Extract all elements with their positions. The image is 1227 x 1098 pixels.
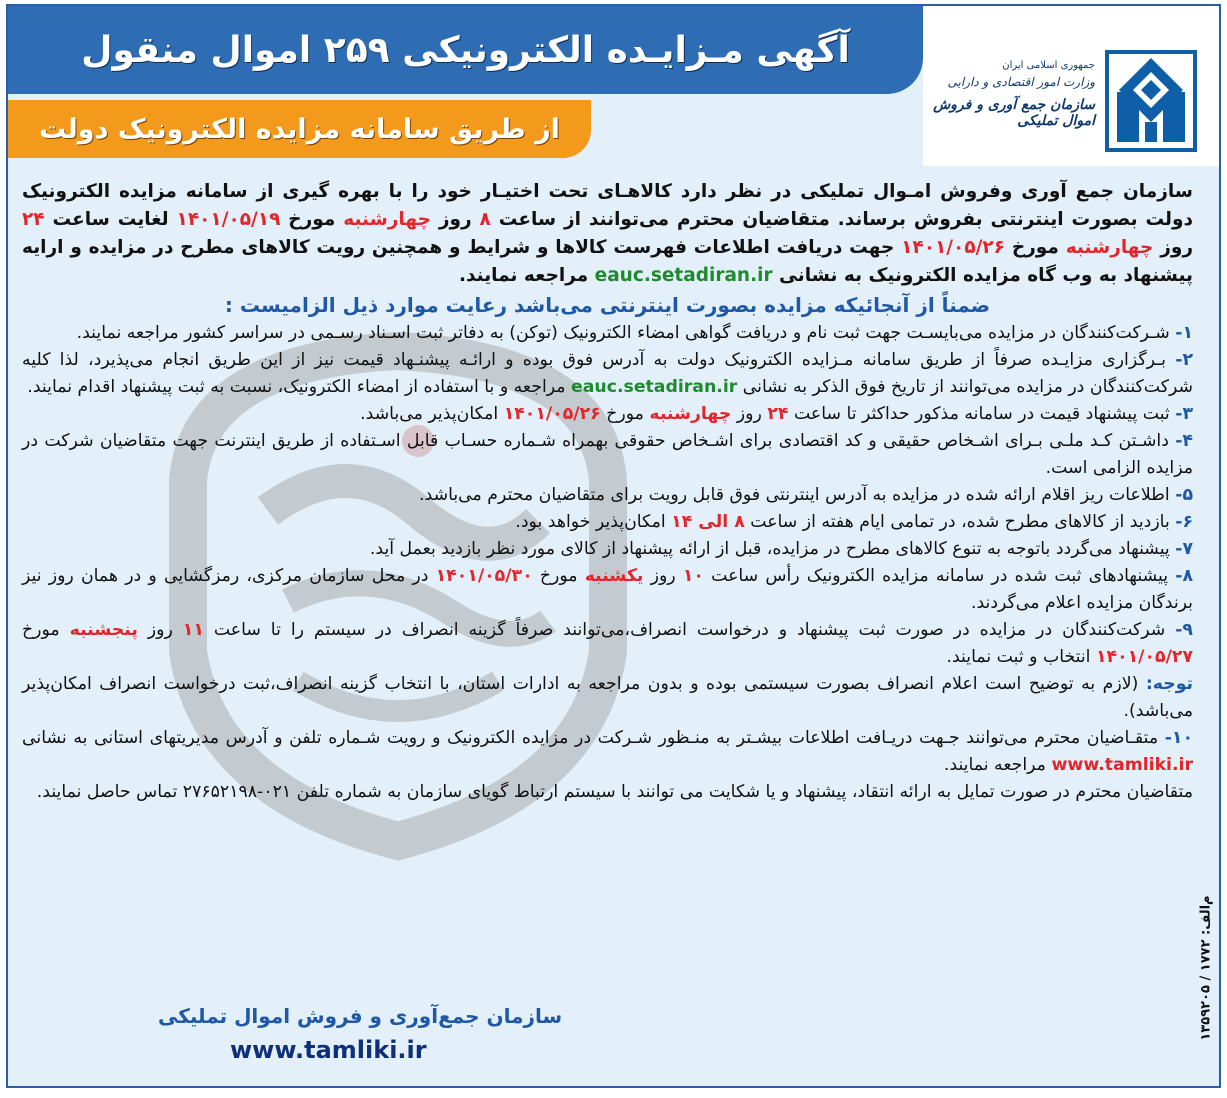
item-date: ۱۴۰۱/۰۵/۳۰ [435,566,533,586]
item-text: متقـاضیان محترم می‌توانند جـهت دریـافت اطلاعات بیشـتر به منـظور شـرکت در مزایده الکترونیک و رویت شـماره تلفن و آدرس مدیریتهای استانی به نشانی [22,728,1159,748]
intro-text-4: لغایت ساعت [52,209,169,230]
intro-text-8: مراجعه نمایند. [458,265,589,286]
intro-text-1: سازمان جمع آوری وفروش امـوال تملیکی در نظر دارد کالاهـای تحت اختیـار خود را با بهره گیری از سامانه مزایده الکترونیک دولت بصورت اینترنتی بفروش برساند. متقاضیان محترم می‌توانند از ساعت [22,181,1193,230]
logo-area [923,6,1219,166]
item-day: یکشنبه [584,566,644,586]
item-hour: ۲۴ [767,404,789,424]
item-date: ۱۴۰۱/۰۵/۲۷ [1095,647,1193,667]
intro-end-hour: ۲۴ [22,209,45,230]
item-text: مورخ [539,566,578,586]
item-text: شـرکت‌کنندگان در مزایده می‌بایسـت جهت ثبت نام و دریافت گواهی امضاء الکترونیک (توکن) به دفاتر ثبت اسـناد رسـمی در سراسر کشور مراجعه نمایند. [76,323,1170,343]
intro-text-3: مورخ [288,209,336,230]
ad-page [6,4,1221,1088]
list-item [22,536,1193,563]
list-item [22,563,1193,617]
item-number: ۶- [1175,512,1193,532]
ad-title: آگهی مـزایـده الکترونیکی ۲۵۹ اموال منقول [81,29,850,71]
ad-subtitle: از طریق سامانه مزایده الکترونیک دولت [39,113,560,145]
item-hour: ۱۰ [682,566,704,586]
item-number: ۸- [1175,566,1193,586]
item-number: ۹- [1175,620,1193,640]
footer-url-link[interactable]: www.tamliki.ir [230,1036,427,1064]
item-text: پیشنهاد می‌گردد باتوجه به تنوع کالاهای مطرح در مزایده، قبل از ارائه پیشنهاد از کالای مورد نظر بازدید بعمل آید. [369,539,1170,559]
item-tamliki-url-link[interactable]: www.tamliki.ir [1051,755,1193,775]
intro-end-date: ۱۴۰۱/۰۵/۲۶ [901,237,1005,258]
item-text: اطلاعات ریز اقلام ارائه شده در مزایده به آدرس اینترنتی فوق قابل رویت برای متقاضیان محترم می‌باشد. [419,485,1170,505]
logo-line-country: جمهوری اسلامی ایران [1002,60,1095,71]
intro-start-day: چهارشنبه [343,209,431,230]
list-item [22,347,1193,401]
intro-text-5: روز [1160,237,1193,258]
side-code-text: م‌الف: ۱۷۷۲ / ۱۳۵۹۲۰۵ [1198,895,1214,1041]
closing-paragraph: متقاضیان محترم در صورت تمایل به ارائه انتقاد، پیشنهاد و یا شکایت می توانند با سیستم ارتباط گویای سازمان به شماره تلفن ۰۲۱-۲۷۶۵۲۱۹۸ تماس حاصل نمایند. [36,782,1193,802]
footer-organization: سازمان جمع‌آوری و فروش اموال تملیکی [158,1004,563,1028]
item-text: شرکت‌کنندگان در مزایده در صورت ثبت پیشنهاد و درخواست انصراف،می‌توانند صرفاً گزینه انصراف در سیستم را تا ساعت [213,620,1166,640]
item-day: چهارشنبه [649,404,732,424]
list-item [22,482,1193,509]
list-item [22,725,1193,779]
ad-body [22,178,1193,806]
item-text: مراجعه نمایند. [943,755,1046,775]
note-text: (لازم به توضیح است اعلام انصراف بصورت سیستمی بوده و بدون مراجعه به ادارات استان، با انتخاب گزینه انصراف،ثبت درخواست انصراف امکان‌پذیر می‌باشد). [22,674,1193,721]
intro-auction-url-link[interactable]: eauc.setadiran.ir [594,265,773,286]
item-text: مورخ [606,404,644,424]
item-text: امکان‌پذیر خواهد بود. [515,512,666,532]
requirements-heading: ضمناً از آنجائیکه مزایده بصورت اینترنتی می‌باشد رعایت موارد ذیل الزامیست : [224,293,991,317]
intro-start-hour: ۸ [479,209,491,230]
intro-paragraph [22,178,1193,290]
item-text: مراجعه و با استفاده از امضاء الکترونیک، نسبت به ثبت پیشنهاد اقدام نمایند. [27,377,566,397]
item-text: روز [147,620,173,640]
organization-logo-icon [1105,50,1197,152]
title-band [8,6,923,94]
list-item [22,401,1193,428]
list-item [22,509,1193,536]
item-number: ۵- [1175,485,1193,505]
intro-text-7: جهت دریافت اطلاعات فهرست کالاها و شرایط و همچنین رویت کالاهای مطرح در مزایده و ارایه پیشنهاد به وب گاه مزایده الکترونیک به نشانی [22,237,1193,286]
item-text: بازدید از کالاهای مطرح شده، در تمامی ایام هفته از ساعت [750,512,1170,532]
logo-text [923,60,1095,129]
logo-line-organization: سازمان جمع آوری و فروش اموال تملیکی [933,97,1095,129]
note-paragraph [22,671,1193,725]
side-code [1195,848,1217,1088]
item-text: داشـتن کـد ملـی بـرای اشـخاص حقیقی و کد اقتصادی برای اشـخاص حقوقی بهمراه شـماره حسـاب قابل اسـتفاده از طریق اینترنت جهت متقاضیان شرکت در مزایده الزامی است. [22,431,1193,478]
item-number: ۱- [1175,323,1193,343]
item-number: ۱۰- [1164,728,1193,748]
list-item [22,428,1193,482]
note-label: توجه: [1145,674,1194,694]
item-text: بـرگزاری مزایـده صرفاً از طریق سامانه مـزایده الکترونیک دولت به آدرس فوق بوده و ارائـه پیشنـهاد قیمت نیز از این طریق انجام می‌پذیرد، لذا کلیه شرکت‌کنندگان در مزایده می‌توانند از تاریخ فوق الذکر به نشانی [22,350,1193,397]
intro-text-2: روز [438,209,472,230]
item-text: امکان‌پذیر می‌باشد. [360,404,499,424]
item-number: ۷- [1175,539,1193,559]
item-date: ۱۴۰۱/۰۵/۲۶ [503,404,601,424]
item-number: ۳- [1175,404,1193,424]
item-text: روز [650,566,676,586]
item-visit-hours: ۸ الی ۱۴ [671,512,745,532]
item-text: ثبت پیشنهاد قیمت در سامانه مذکور حداکثر تا ساعت [793,404,1170,424]
item-auction-url-link[interactable]: eauc.setadiran.ir [571,377,738,397]
item-text: در محل سازمان مرکزی، رمزگشایی و در همان روز نیز برندگان مزایده اعلام می‌گردند. [22,566,1193,613]
intro-start-date: ۱۴۰۱/۰۵/۱۹ [176,209,281,230]
intro-end-day: چهارشنبه [1065,237,1154,258]
item-day: پنجشنبه [69,620,138,640]
subtitle-band [8,100,591,158]
item-text: مورخ [22,620,60,640]
item-number: ۴- [1175,431,1193,451]
list-item [22,320,1193,347]
item-number: ۲- [1175,350,1193,370]
item-text: انتخاب و ثبت نمایند. [946,647,1091,667]
item-text: روز [736,404,762,424]
item-text: پیشنهادهای ثبت شده در سامانه مزایده الکترونیک رأس ساعت [711,566,1169,586]
logo-line-ministry: وزارت امور اقتصادی و دارایی [947,75,1095,89]
list-item [22,617,1193,671]
item-hour: ۱۱ [182,620,204,640]
intro-text-6: مورخ [1011,237,1059,258]
